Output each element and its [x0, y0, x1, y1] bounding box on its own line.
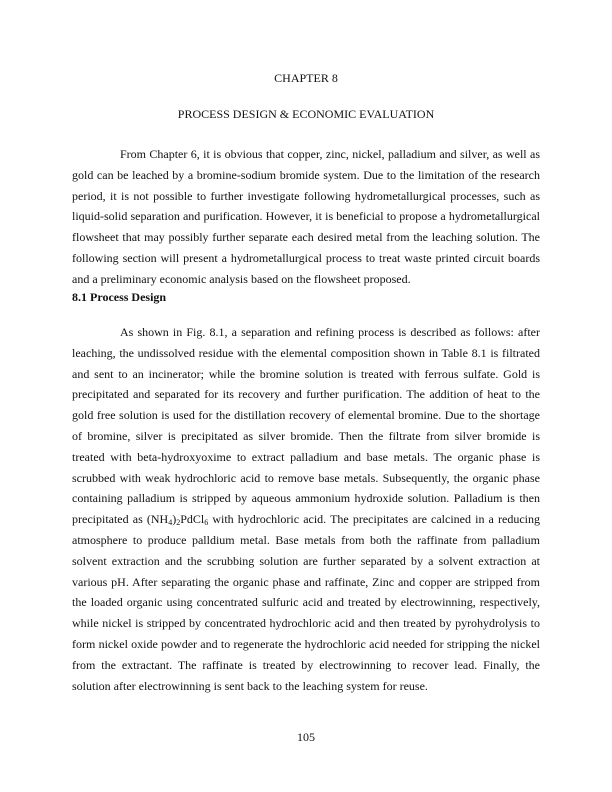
chapter-title: PROCESS DESIGN & ECONOMIC EVALUATION — [177, 107, 435, 121]
intro-paragraph: From Chapter 6, it is obvious that copper, zinc, nickel, palladium and silver, as well as gold can be leached by a bromine-sodium bromide system. Due to the limitation of the research period, it is not possible to further investigate following hydrometallurgical processes, such as liquid-solid separation and purification. However, it is beneficial to propose a hydrometallurgical flowsheet that may possibly further separate each desired metal from the leaching solution. The following section will present a hydrometallurgical process to treat waste printed circuit boards and a preliminary economic analysis based on the flowsheet proposed. — [72, 147, 540, 286]
section-heading: 8.1 Process Design — [72, 290, 167, 304]
paragraph-text: As shown in Fig. 8.1, a separation and refining process is described as follows: after leaching, the undissolved residue with the elemental composition shown in Table 8.1 is filtrated and sent to an incinerator; while the bromine solution is treated with ferrous sulfate. Gold is precipitated and separated for its recovery and further purification. The addition of heat to the gold free solution is used for the distillation recovery of elemental bromine. Due to the shortage of bromine, silver is precipitated as silver bromide. Then the filtrate from silver bromide is treated with beta-hydroxyoxime to extract palladium and base metals. The organic phase is scrubbed with weak hydrochloric acid to remove base metals. Subsequently, the organic phase containing palladium is stripped by aqueous ammonium hydroxide solution. Palladium is then precipitated as — [72, 325, 540, 527]
process-paragraph — [72, 322, 540, 696]
chemical-formula: $(NH_4)_2PdCl_6$ — [146, 512, 209, 528]
page-number: 105 — [297, 730, 315, 744]
chapter-label: CHAPTER 8 — [274, 71, 338, 85]
paragraph-text: with hydrochloric acid. The precipitates are calcined in a reducing atmosphere to produce palldium metal. Base metals from both the raffinate from palladium solvent extraction and the scrubbing solution are further separated by a solvent extraction at various pH. After separating the organic phase and raffinate, Zinc and copper are stripped from the loaded organic using concentrated sulfuric acid and treated by electrowinning, respectively, while nickel is stripped by concentrated hydrochloric acid and then treated by pyrohydrolysis to form nickel oxide powder and to regenerate the hydrochloric acid needed for stripping the nickel from the extractant. The raffinate is treated by electrowinning to recover lead. Finally, the solution after electrowinning is sent back to the leaching system for reuse. — [72, 512, 540, 693]
